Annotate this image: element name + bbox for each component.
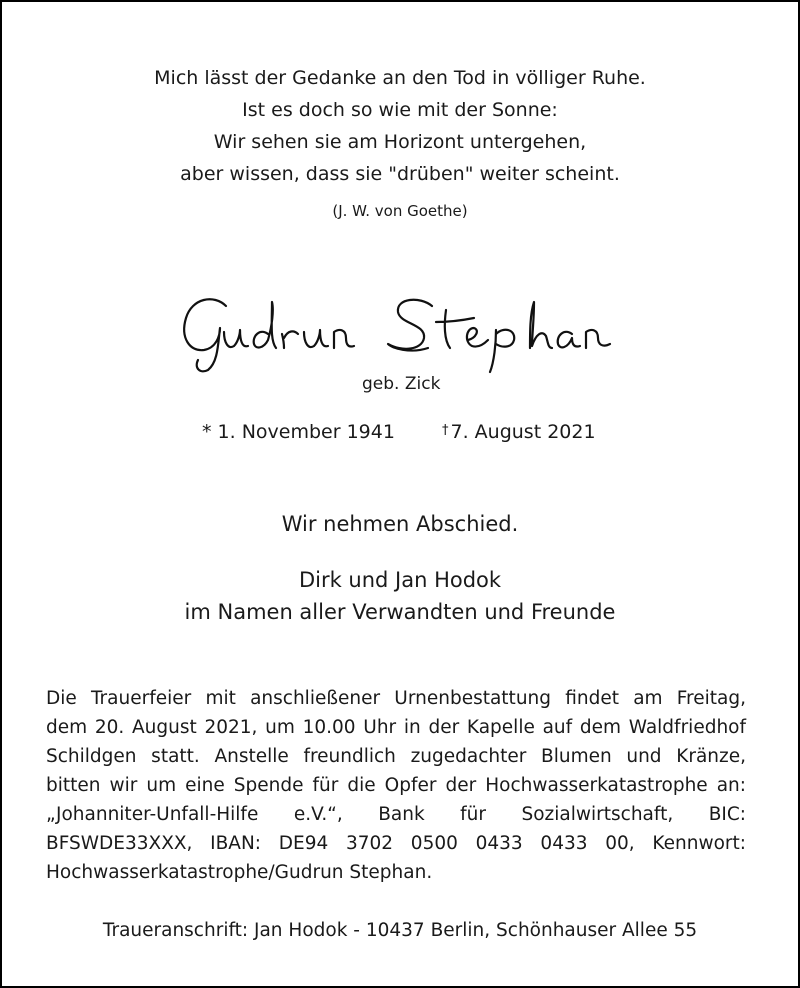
notice-line: dem 20. August 2021, um 10.00 Uhr in der Kapelle auf dem Waldfriedhof [46, 717, 746, 738]
notice-line: Schildgen statt. Anstelle freundlich zugedachter Blumen und Kränze, [46, 746, 746, 767]
mourning-address: Traueranschrift: Jan Hodok - 10437 Berlin, Schönhauser Allee 55 [102, 920, 698, 941]
notice-line: bitten wir um eine Spende für die Opfer der Hochwasserkatastrophe an: [46, 775, 746, 796]
mourners [2, 564, 798, 628]
notice-line: Die Trauerfeier mit anschließener Urnenbestattung findet am Freitag, [46, 688, 746, 709]
death-date: 7. August 2021 [450, 421, 596, 443]
death-date-group [442, 421, 596, 443]
dagger-icon: † [442, 423, 449, 438]
notice-line: Hochwasserkatastrophe/Gudrun Stephan. [46, 862, 433, 883]
mourners-names: Dirk und Jan Hodok [298, 568, 502, 592]
mourners-relatives: im Namen aller Verwandten und Freunde [184, 600, 616, 624]
poem-line: aber wissen, dass sie "drüben" weiter scheint. [180, 163, 620, 185]
notice-line: „Johanniter-Unfall-Hilfe e.V.“, Bank für Sozialwirtschaft, BIC: [46, 804, 746, 825]
poem-line: Wir sehen sie am Horizont untergehen, [213, 131, 587, 153]
funeral-notice [46, 684, 746, 887]
notice-line: BFSWDE33XXX, IBAN: DE94 3702 0500 0433 0433 00, Kennwort: [46, 833, 746, 854]
maiden-name: geb. Zick [362, 374, 441, 394]
poem-attribution: (J. W. von Goethe) [332, 202, 468, 220]
birth-date: * 1. November 1941 [202, 421, 395, 443]
poem-line: Ist es doch so wie mit der Sonne: [242, 99, 558, 121]
poem-line: Mich lässt der Gedanke an den Tod in völliger Ruhe. [154, 67, 646, 89]
farewell-line: Wir nehmen Abschied. [281, 512, 519, 536]
poem-quote [2, 62, 798, 190]
handwritten-name-signature [174, 284, 634, 374]
